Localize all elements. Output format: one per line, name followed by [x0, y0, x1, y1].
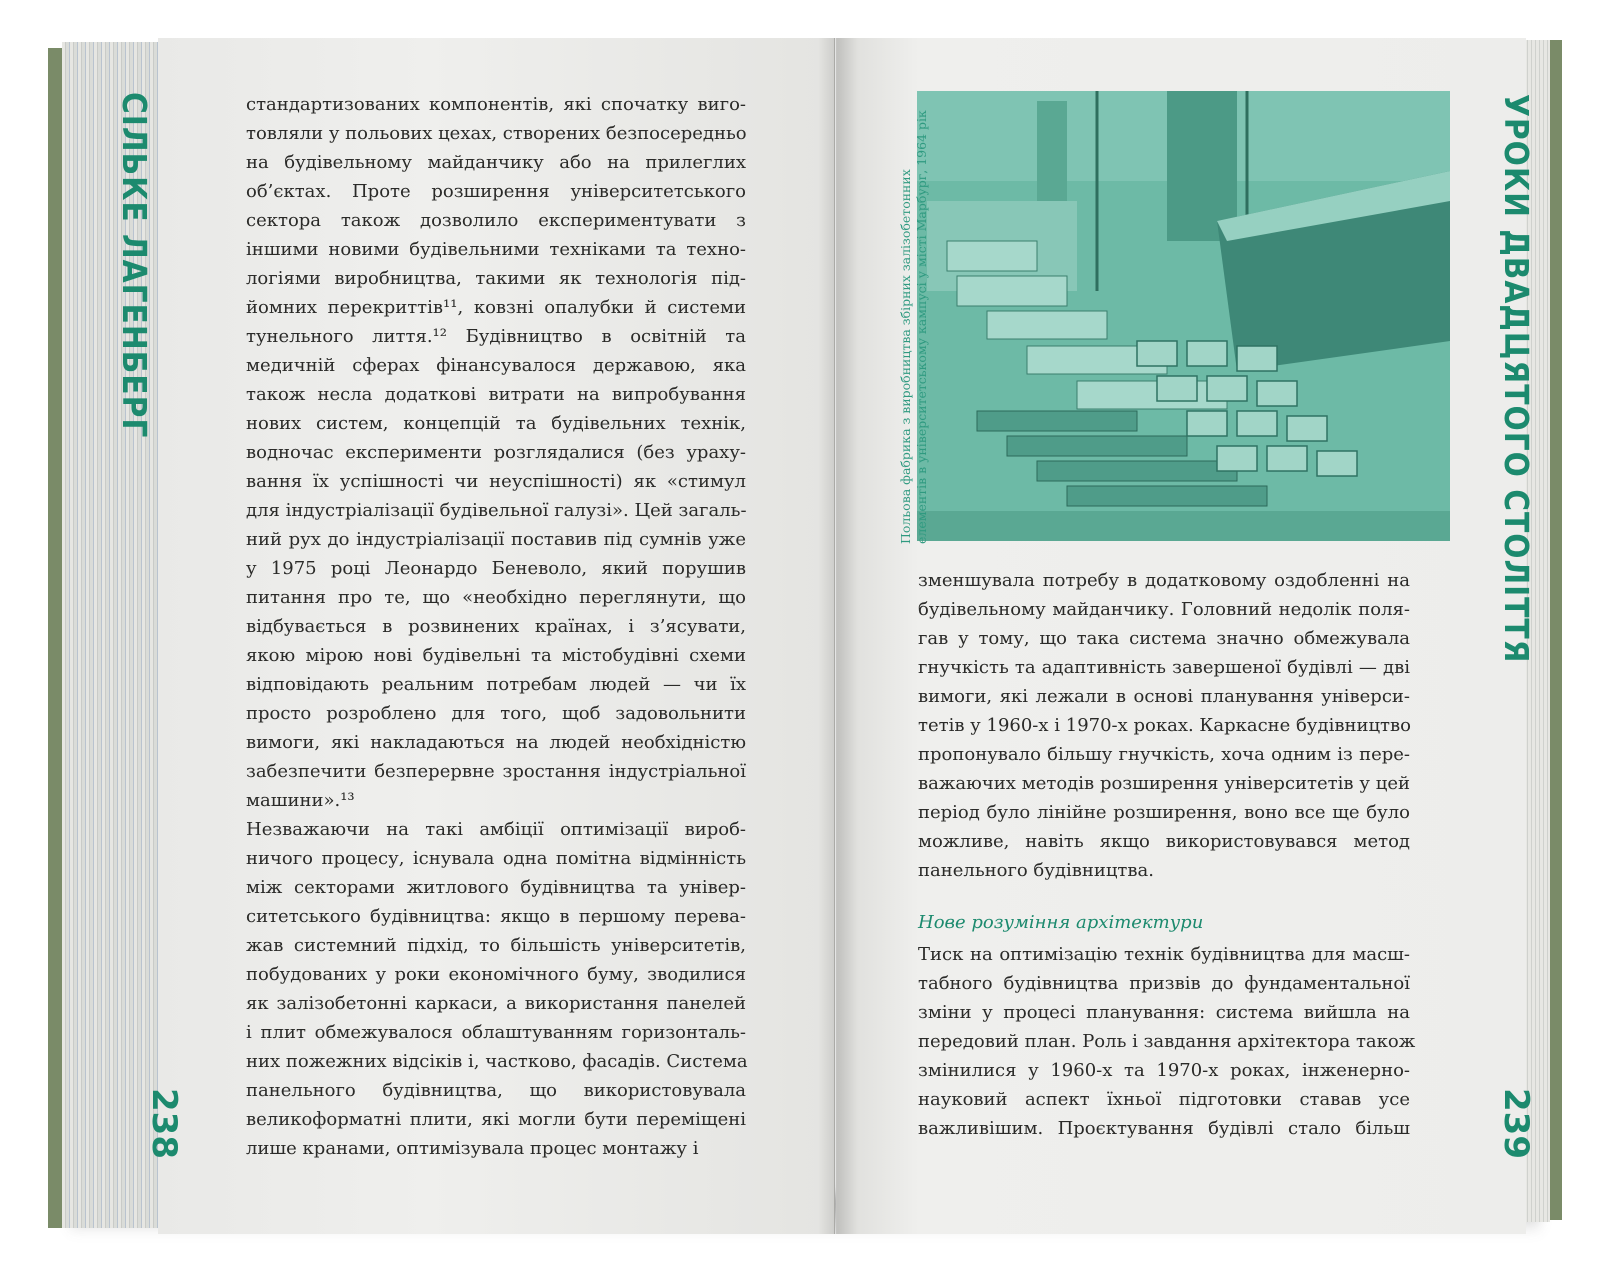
text-line: табного будівництва призвів до фундаментальної [918, 973, 1410, 994]
text-line: гнучкість та адаптивність завершеної будівлі — дві [918, 657, 1410, 678]
text-line: ний рух до індустріалізації поставив під сумнів уже [246, 529, 746, 550]
text-line: вання їх успішності чи неуспішності) як «стимул [246, 471, 746, 492]
text-line: ситетського будівництва: якщо в першому перева- [246, 906, 746, 927]
precast-factory-illustration [917, 91, 1450, 541]
text-line: і плит обмежувалося облаштуванням горизонталь- [246, 1022, 746, 1043]
text-line: можливе, навіть якщо використовувався метод [918, 831, 1410, 852]
text-line: побудованих у роки економічного буму, зводилися [246, 964, 746, 985]
text-line: між секторами житлового будівництва та універ- [246, 877, 746, 898]
text-line: великоформатні плити, які могли бути переміщені [246, 1109, 746, 1130]
text-line: забезпечити безперервне зростання індустріальної [246, 761, 746, 782]
text-line: будівельному майданчику. Головний недолік поля- [918, 599, 1410, 620]
text-line: нових систем, концепцій та будівельних технік, [246, 413, 746, 434]
text-line: машини».¹³ [246, 790, 355, 811]
text-line: питання про те, що «необхідно переглянути, що [246, 587, 746, 608]
text-line: стандартизованих компонентів, які спочатку виго- [246, 94, 746, 115]
text-line: як залізобетонні каркаси, а використання панелей [246, 993, 746, 1014]
left-page-number: 238 [144, 1088, 184, 1159]
text-line: пропонувало більшу гнучкість, хоча одним із пере- [918, 744, 1410, 765]
text-line: тетів у 1960-х і 1970-х роках. Каркасне будівництво [918, 715, 1411, 736]
text-line: якою мірою нові будівельні та містобудівні схеми [246, 645, 746, 666]
text-line: важаючих методів розширення університетів у цей [918, 773, 1410, 794]
right-page-number: 239 [1496, 1088, 1536, 1159]
right-running-head: УРОКИ ДВАДЦЯТОГО СТОЛІТТЯ [1497, 94, 1536, 664]
text-line: об’єктах. Проте розширення університетського [246, 181, 746, 202]
text-line: ничого процесу, існувала одна помітна відмінність [246, 848, 746, 869]
text-line: них пожежних відсіків і, частково, фасадів. Система [246, 1051, 748, 1072]
text-line: період було лінійне розширення, воно все ще було [918, 802, 1410, 823]
text-line: відповідають реальним потребам людей — чи їх [246, 674, 746, 695]
text-line: у 1975 році Леонардо Беневоло, який порушив [246, 558, 746, 579]
text-line: товляли у польових цехах, створених безпосередньо [246, 123, 747, 144]
text-line: передовий план. Роль і завдання архітектора також [918, 1031, 1416, 1052]
text-line: йомних перекриттів¹¹, ковзні опалубки й системи [246, 297, 746, 318]
text-line: важливішим. Проєктування будівлі стало більш [918, 1118, 1410, 1139]
text-line: зміни у процесі планування: система вийшла на [918, 1002, 1410, 1023]
book-gutter [818, 38, 858, 1234]
text-line: іншими новими будівельними техніками та техно- [246, 239, 746, 260]
text-line: медичній сферах фінансувалося державою, яка [246, 355, 746, 376]
text-line: панельного будівництва, що використовувала [246, 1080, 746, 1101]
text-line: тунельного лиття.¹² Будівництво в освітній та [246, 326, 746, 347]
left-running-head: СІЛЬКЕ ЛАГЕНБЕРГ [115, 92, 154, 439]
text-line: зменшувала потребу в додатковому оздобленні на [918, 570, 1410, 591]
text-line: відбувається в розвинених країнах, і з’ясувати, [246, 616, 746, 637]
text-line: сектора також дозволило експериментувати з [246, 210, 746, 231]
text-line: жав системний підхід, то більшість університетів, [246, 935, 746, 956]
text-line: на будівельному майданчику або на прилеглих [246, 152, 746, 173]
text-line: логіями виробництва, такими як технологія під- [246, 268, 746, 289]
text-line: вимоги, які накладаються на людей необхідністю [246, 732, 746, 753]
left-body-text [246, 90, 746, 1163]
text-line: вимоги, які лежали в основі планування універси- [918, 686, 1410, 707]
right-body-text-continued [918, 940, 1416, 1143]
text-line: Незважаючи на такі амбіції оптимізації вироб- [246, 819, 746, 840]
section-subheading: Нове розуміння архітектури [918, 912, 1204, 933]
text-line: водночас експерименти розглядалися (без ураху- [246, 442, 746, 463]
photo-caption: Польова фабрика з виробництва збірних залізобетонних елементів в університетському кампусі у місті Марбург, 1964 рік [898, 110, 929, 544]
text-line: для індустріалізації будівельної галузі». Цей загаль- [246, 500, 747, 521]
text-line: гав у тому, що така система значно обмежувала [918, 628, 1410, 649]
text-line: просто розроблено для того, щоб задовольнити [246, 703, 746, 724]
text-line: також несла додаткові витрати на випробування [246, 384, 746, 405]
text-line: Тиск на оптимізацію технік будівництва для масш- [918, 944, 1410, 965]
text-line: лише кранами, оптимізувала процес монтажу і [246, 1138, 699, 1159]
construction-photo [917, 91, 1450, 541]
right-body-text [918, 566, 1410, 885]
text-line: панельного будівництва. [918, 860, 1154, 881]
text-line: змінилися у 1960-х та 1970-х роках, інженерно- [918, 1060, 1410, 1081]
text-line: науковий аспект їхньої підготовки ставав усе [918, 1089, 1410, 1110]
